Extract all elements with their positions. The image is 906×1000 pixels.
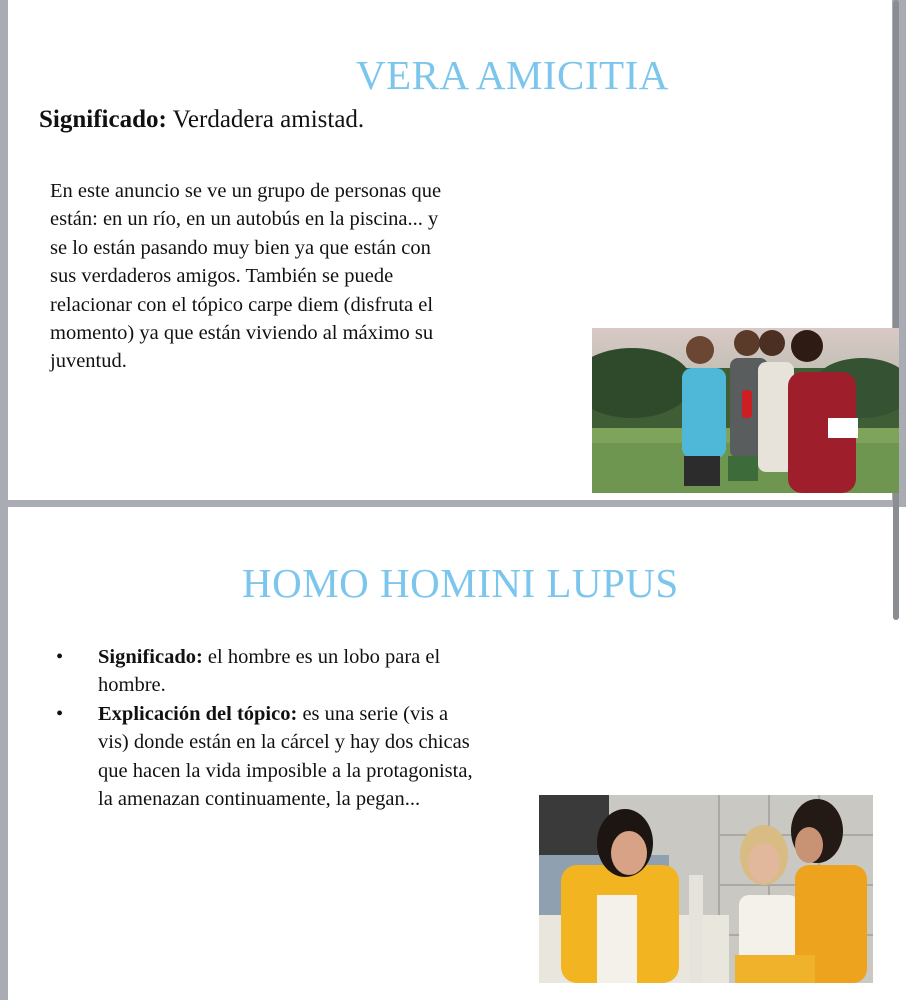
paragraph-line: se lo están pasando muy bien ya que están con bbox=[50, 236, 431, 259]
significado-label: Significado: bbox=[39, 106, 167, 133]
scrollbar-thumb[interactable] bbox=[893, 0, 899, 620]
significado-text: Verdadera amistad. bbox=[172, 106, 365, 133]
bullet-text: que hacen la vida imposible a la protagonista, bbox=[98, 759, 473, 782]
bullet-list bbox=[0, 643, 473, 813]
friends-walking-photo bbox=[592, 328, 899, 493]
bullet-item-explicacion bbox=[0, 700, 473, 814]
bullet-text: el hombre es un lobo para el bbox=[207, 646, 441, 668]
bullet-text: es una serie (vis a bbox=[302, 702, 449, 725]
bullet-marker: • bbox=[56, 646, 64, 668]
paragraph-line: sus verdaderos amigos. También se puede bbox=[50, 265, 394, 288]
bullet-text: la amenazan continuamente, la pegan... bbox=[98, 788, 421, 811]
paragraph-line: juventud. bbox=[50, 350, 127, 373]
bullet-item-significado bbox=[0, 643, 473, 700]
paragraph-line: relacionar con el tópico carpe diem (disfruta el bbox=[50, 293, 434, 316]
paragraph-line: momento) ya que están viviendo al máximo su bbox=[50, 322, 434, 345]
bullet-text: vis) donde están en la cárcel y hay dos chicas bbox=[98, 731, 470, 754]
bullet-label: Significado: bbox=[98, 646, 203, 668]
prison-series-photo bbox=[539, 795, 873, 983]
paragraph-line: están: en un río, en un autobús en la piscina... y bbox=[50, 208, 439, 231]
significado-line bbox=[39, 106, 364, 134]
description-paragraph bbox=[50, 177, 500, 376]
section-title-vera-amicitia: VERA AMICITIA bbox=[356, 52, 669, 98]
section-title-homo-homini-lupus: HOMO HOMINI LUPUS bbox=[242, 560, 679, 606]
bullet-label: Explicación del tópico: bbox=[98, 702, 298, 725]
bullet-text: hombre. bbox=[98, 674, 166, 697]
paragraph-line: En este anuncio se ve un grupo de personas que bbox=[50, 180, 442, 202]
bullet-marker: • bbox=[56, 702, 64, 725]
